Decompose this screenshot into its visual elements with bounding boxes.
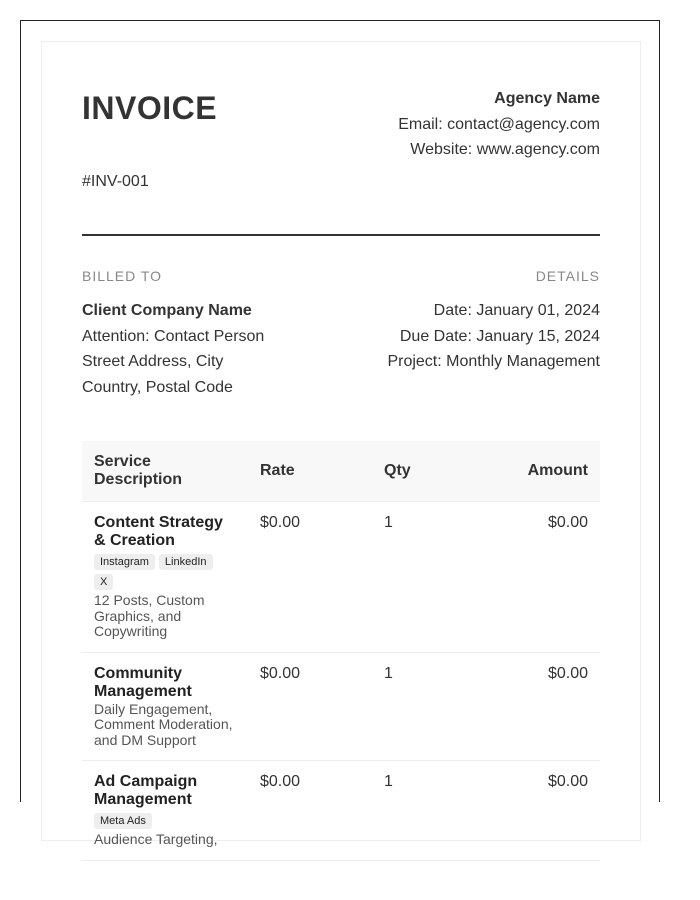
service-tags [94,811,236,831]
table-row [82,761,600,861]
agency-info [398,86,600,163]
platform-tag: LinkedIn [159,554,213,570]
invoice-content [82,42,600,861]
billed-to-block [82,298,264,400]
agency-name: Agency Name [494,90,600,107]
invoice-project: Project: Monthly Management [387,353,600,370]
details-block [387,298,600,375]
invoice-title: INVOICE [82,90,218,126]
header-qty: Qty [372,441,482,502]
amount-cell: $0.00 [482,761,600,861]
qty-cell: 1 [372,652,482,761]
client-street: Street Address, City [82,353,224,370]
billed-to-label: BILLED TO [82,268,163,284]
qty-cell: 1 [372,502,482,653]
header-rate: Rate [248,441,372,502]
service-description: Audience Targeting, [94,831,218,847]
table-header-row [82,441,600,502]
client-attention: Attention: Contact Person [82,327,265,345]
platform-tag: Instagram [94,554,155,570]
service-cell [82,502,248,653]
service-description: 12 Posts, Custom Graphics, and Copywriting [94,592,205,639]
invoice-due-date: Due Date: January 15, 2024 [399,327,600,345]
invoice-frame [20,20,660,847]
table-row [82,502,600,653]
service-cell [82,652,248,761]
client-country: Country, Postal Code [82,378,233,396]
service-tags [94,552,236,592]
amount-cell: $0.00 [482,652,600,761]
service-name: Content Strategy & Creation [94,514,223,549]
client-company: Client Company Name [82,302,252,319]
invoice-number: #INV-001 [82,173,149,190]
rate-cell: $0.00 [248,502,372,653]
header-amount: Amount [482,441,600,502]
platform-tag: Meta Ads [94,813,152,829]
rate-cell: $0.00 [248,761,372,861]
table-row [82,652,600,761]
header-service: Service Description [82,441,248,502]
service-name: Community Management [94,664,192,700]
services-table [82,441,600,861]
invoice-meta [82,236,600,441]
agency-website: Website: www.agency.com [410,141,600,158]
invoice-date: Date: January 01, 2024 [433,302,600,319]
agency-email: Email: contact@agency.com [398,115,600,133]
service-name: Ad Campaign Management [94,773,198,808]
details-label: DETAILS [535,268,600,284]
invoice-sheet [41,41,641,847]
qty-cell: 1 [372,761,482,861]
invoice-header [82,42,600,236]
service-cell [82,761,248,861]
platform-tag: X [94,574,113,590]
amount-cell: $0.00 [482,502,600,653]
rate-cell: $0.00 [248,652,372,761]
service-description: Daily Engagement, Comment Moderation, and DM Support [94,700,233,748]
